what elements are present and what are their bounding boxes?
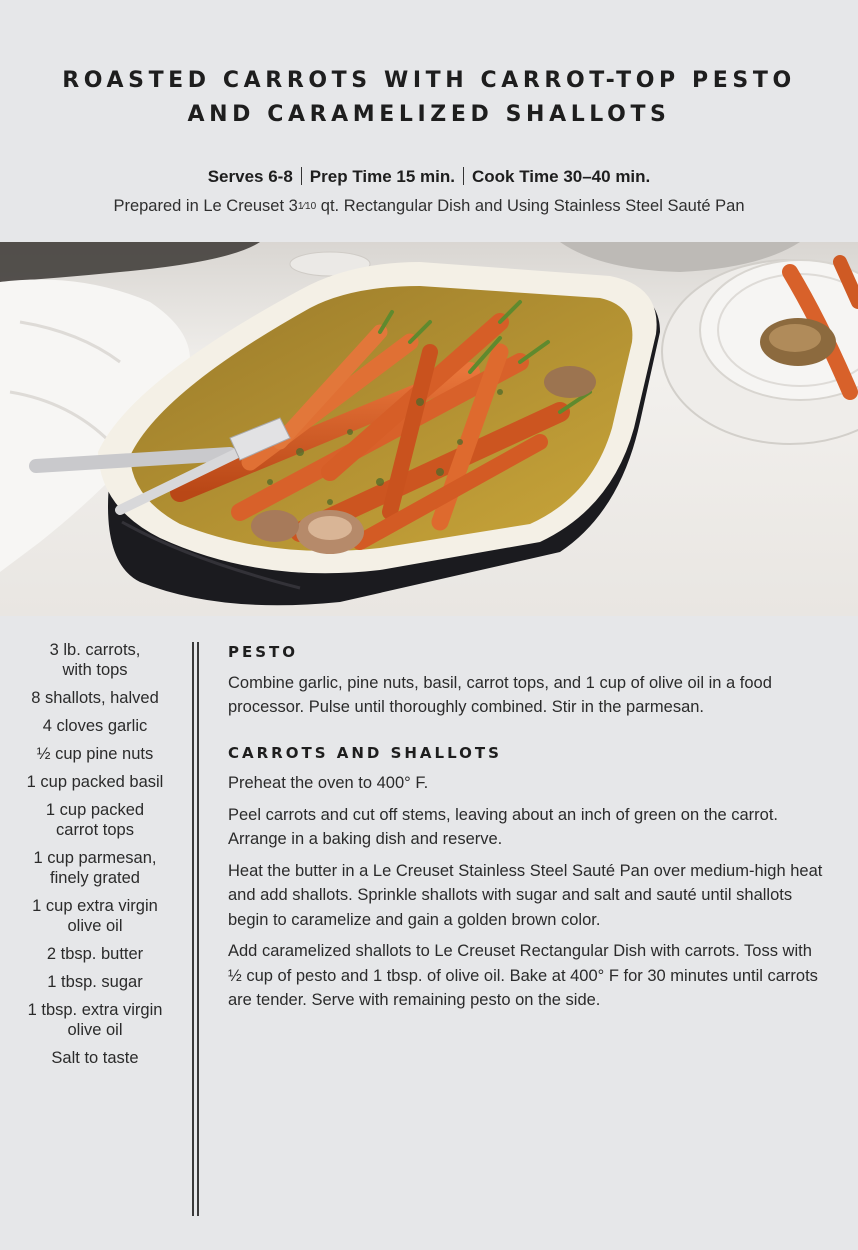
ingredient-item: 1 cup packed basil [26, 773, 164, 791]
ingredient-item: 1 cup extra virgin olive oil [32, 897, 158, 935]
carrots-heading: CARROTS AND SHALLOTS [228, 743, 502, 762]
ingredient-item: 8 shallots, halved [31, 689, 159, 707]
cook-time-text: Cook Time 30–40 min. [472, 167, 651, 186]
ingredient-item: Salt to taste [51, 1049, 139, 1067]
carrots-step: Preheat the oven to 400° F. [228, 774, 429, 792]
section-gap [228, 727, 828, 739]
ingredient-item: ½ cup pine nuts [36, 745, 154, 763]
prep-time-text: Prep Time 15 min. [309, 167, 455, 186]
ingredient-item: 2 tbsp. butter [46, 945, 144, 963]
pesto-text: Combine garlic, pine nuts, basil, carrot tops, and 1 cup of olive oil in a food processor. Pulse until thoroughly combined. Stir in the parmesan. [228, 673, 772, 716]
recipe-title [0, 64, 858, 132]
carrots-step: Peel carrots and cut off stems, leaving about an inch of green on the carrot. Arrange in a baking dish and reserve. [228, 805, 779, 848]
ingredient-item: 1 tbsp. sugar [47, 973, 143, 991]
carrots-step: Add caramelized shallots to Le Creuset Rectangular Dish with carrots. Toss with ½ cup of pesto and 1 tbsp. of olive oil. Bake at 400° F for 30 minutes until carrots are tender. Serve with remaining pesto on the side. [228, 942, 818, 1009]
ingredient-item: 1 cup parmesan, finely grated [33, 849, 157, 887]
prepared-before: Prepared in Le Creuset 3 [113, 197, 298, 215]
ingredient-item: 1 cup packed carrot tops [45, 801, 145, 839]
prepared-in-text [0, 197, 858, 216]
roasted-carrots-photo [0, 242, 858, 616]
carrots-step: Heat the butter in a Le Creuset Stainless Steel Sauté Pan over medium-high heat and add shallots. Sprinkle shallots with sugar and salt and sauté until shallots begin to caramelize and gain a golden brown color. [228, 861, 823, 929]
recipe-photo [0, 242, 858, 616]
column-divider-left [192, 642, 194, 1216]
recipe-meta [0, 167, 858, 187]
recipe-title-line-1: ROASTED CARROTS WITH CARROT-TOP PESTO [62, 68, 796, 93]
ingredient-item: 1 tbsp. extra virgin olive oil [27, 1001, 163, 1039]
meta-separator [301, 167, 302, 185]
ingredient-item: 4 cloves garlic [42, 717, 148, 735]
meta-separator [463, 167, 464, 185]
serves-text: Serves 6-8 [207, 167, 293, 186]
prepared-fraction: 1⁄10 [297, 201, 317, 212]
directions [228, 638, 828, 1020]
ingredients-list [0, 640, 190, 1076]
column-divider-right [197, 642, 199, 1216]
pesto-heading: PESTO [228, 643, 299, 661]
recipe-title-line-2: AND CARAMELIZED SHALLOTS [187, 102, 671, 127]
prepared-after: qt. Rectangular Dish and Using Stainless Steel Sauté Pan [316, 197, 745, 215]
ingredient-item: 3 lb. carrots, with tops [49, 641, 141, 679]
